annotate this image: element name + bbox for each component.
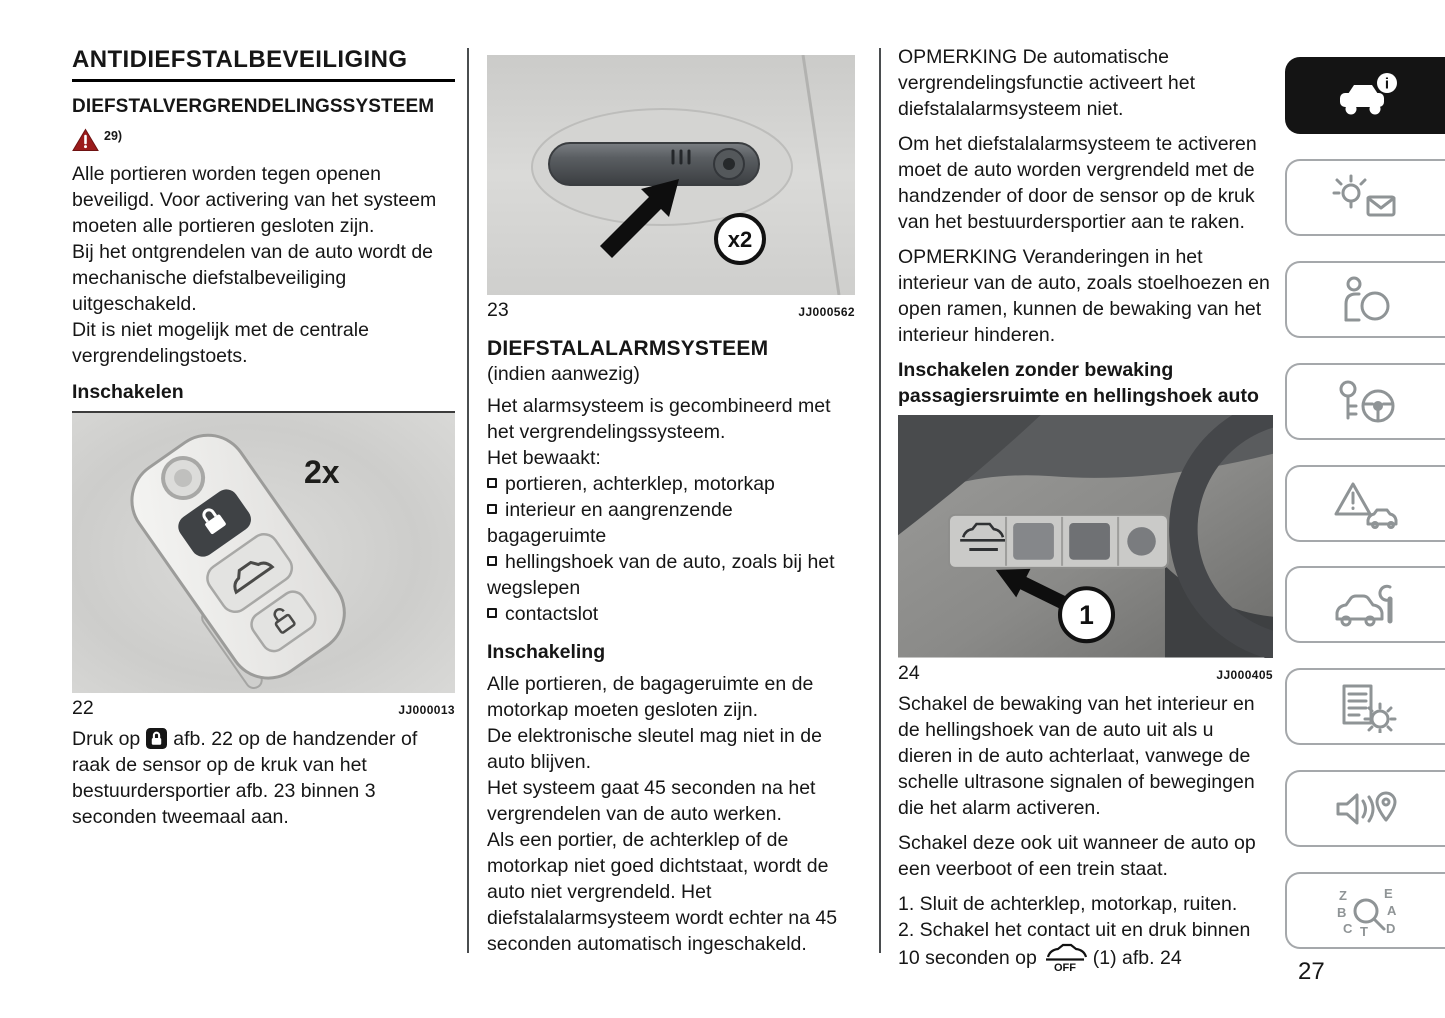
figure-door-handle xyxy=(487,55,855,295)
paragraph: De elektronische sleutel mag niet in de auto blijven. xyxy=(487,725,822,773)
step-2-prefix: 2. Schakel het contact uit en druk binnen 10 seconden op xyxy=(898,918,1251,969)
figure-dashboard-switches xyxy=(898,415,1273,658)
monitored-item xyxy=(487,471,855,497)
paragraph-instruction xyxy=(72,726,455,830)
checkbox-bullet-icon xyxy=(487,504,497,514)
car-info-icon xyxy=(1331,70,1401,122)
index-letter: Z xyxy=(1339,887,1347,903)
instruction-prefix: Druk op xyxy=(72,727,141,750)
sidebar-tab-technical-data[interactable] xyxy=(1285,668,1445,745)
alphabetical-index-icon xyxy=(1331,885,1401,937)
car-wrench-icon xyxy=(1331,579,1401,631)
monitored-item xyxy=(487,497,855,549)
page-title: ANTIDIEFSTALBEVEILIGING xyxy=(72,46,455,82)
index-letter: C xyxy=(1343,920,1353,936)
sidebar-tab-emergency[interactable] xyxy=(1285,465,1445,542)
figure-code: JJ000013 xyxy=(398,702,455,717)
subheading-inschakelen: Inschakelen xyxy=(72,381,184,403)
figure-code: JJ000562 xyxy=(798,305,855,319)
airbag-safety-icon xyxy=(1331,274,1401,326)
figure-key-fob xyxy=(72,413,455,693)
lock-button-icon xyxy=(146,728,167,749)
warning-lights-message-icon xyxy=(1331,172,1401,224)
paragraph: Alle portieren, de bagageruimte en de motorkap moeten gesloten zijn. xyxy=(487,673,814,721)
dashboard-image xyxy=(898,415,1273,658)
paragraph: Dit is niet mogelijk met de centrale vergrendelingstoets. xyxy=(72,319,369,367)
key-fob-image xyxy=(72,413,455,693)
speaker-navigation-icon xyxy=(1331,783,1401,835)
figure-caption xyxy=(898,662,1273,685)
index-letter: B xyxy=(1337,904,1347,920)
instruction-suffix: afb. 22 op de handzender of raak de sensor op de kruk van het bestuurdersportier afb. 23 binnen 3 seconden tweemaal aan. xyxy=(72,727,418,828)
monitored-item xyxy=(487,601,855,627)
section-heading-alarm: DIEFSTALALARMSYSTEEM xyxy=(487,337,769,360)
warning-triangle-car-icon xyxy=(1331,478,1401,530)
figure-caption xyxy=(72,697,455,720)
figure-number: 22 xyxy=(72,696,94,719)
sidebar-tab-warning-lights[interactable] xyxy=(1285,159,1445,236)
door-handle-image xyxy=(487,55,855,295)
monitored-item-text: contactslot xyxy=(505,603,599,625)
callout-number: 1 xyxy=(1079,599,1094,630)
paragraph: Het bewaakt: xyxy=(487,447,601,469)
paragraph: Om het diefstalalarmsysteem te activeren moet de auto worden vergrendeld met de handzender of door de sensor op de kruk van het bestuurdersportier aan te raken. xyxy=(898,133,1257,233)
section-heading-immobilizer: DIEFSTALVERGRENDELINGSSYSTEEM xyxy=(72,96,435,117)
monitored-item xyxy=(487,549,855,601)
figure-badge-x2: x2 xyxy=(727,227,753,252)
warning-triangle-icon xyxy=(72,128,99,152)
sidebar-tab-multimedia[interactable] xyxy=(1285,770,1445,847)
paragraph: Bij het ontgrendelen van de auto wordt de mechanische diefstalbeveiliging uitgeschakeld. xyxy=(72,241,434,315)
sidebar-tab-service-maintenance[interactable] xyxy=(1285,566,1445,643)
sidebar-tab-safety[interactable] xyxy=(1285,261,1445,338)
paragraph: Het alarmsysteem is gecombineerd met het vergrendelingssysteem. xyxy=(487,395,831,443)
section-tab-sidebar xyxy=(1280,0,1445,1018)
page-number: 27 xyxy=(1298,958,1325,985)
paragraph: Het systeem gaat 45 seconden na het vergrendelen van de auto werken. xyxy=(487,777,816,825)
paragraph-opmerking: OPMERKING Veranderingen in het interieur van de auto, zoals stoelhoezen en open ramen, kunnen de bewaking van het interieur hinderen. xyxy=(898,246,1270,346)
middle-column xyxy=(487,55,855,957)
figure-number: 23 xyxy=(487,299,509,321)
key-steering-wheel-icon xyxy=(1331,376,1401,428)
step-2 xyxy=(898,917,1273,973)
monitored-item-text: interieur en aangrenzende bagageruimte xyxy=(487,499,733,547)
subnote: (indien aanwezig) xyxy=(487,363,640,385)
info-glyph: i xyxy=(1384,75,1390,92)
right-column xyxy=(898,44,1273,973)
checkbox-bullet-icon xyxy=(487,556,497,566)
sidebar-tab-index[interactable] xyxy=(1285,872,1445,949)
sidebar-tab-starting-driving[interactable] xyxy=(1285,363,1445,440)
index-letter: E xyxy=(1384,885,1393,901)
subheading-inschakeling: Inschakeling xyxy=(487,641,606,663)
warning-footnote-ref: 29) xyxy=(104,129,123,143)
figure-caption xyxy=(487,299,855,322)
checkbox-bullet-icon xyxy=(487,478,497,488)
index-letter: D xyxy=(1386,920,1396,936)
figure-code: JJ000405 xyxy=(1216,667,1273,682)
interior-protection-off-icon xyxy=(1042,943,1088,973)
document-gear-icon xyxy=(1331,681,1401,733)
warning-note xyxy=(72,128,455,152)
paragraph-opmerking: OPMERKING De automatische vergrendelingsfunctie activeert het diefstalalarmsysteem niet. xyxy=(898,46,1196,120)
sidebar-tab-vehicle-info[interactable] xyxy=(1285,57,1445,134)
index-letter: T xyxy=(1360,923,1368,937)
monitored-item-text: hellingshoek van de auto, zoals bij het wegslepen xyxy=(487,551,835,599)
off-label: OFF xyxy=(1053,961,1076,973)
step-1: 1. Sluit de achterklep, motorkap, ruiten. xyxy=(898,892,1238,915)
column-divider xyxy=(879,48,881,953)
paragraph: Schakel de bewaking van het interieur en de hellingshoek van de auto uit als u dieren in de auto achterlaat, vanwege de schelle ultrasone signalen of bewegingen die het alarm activeren. xyxy=(898,692,1255,819)
left-column xyxy=(72,46,455,830)
monitored-item-text: portieren, achterklep, motorkap xyxy=(505,473,775,495)
paragraph: Alle portieren worden tegen openen beveiligd. Voor activering van het systeem moeten alle portieren gesloten zijn. xyxy=(72,163,437,237)
paragraph: Als een portier, de achterklep of de motorkap niet goed dichtstaat, wordt de auto niet vergrendeld. Het diefstalalarmsysteem wordt echter na 45 seconden automatisch ingeschakeld. xyxy=(487,829,838,955)
figure-number: 24 xyxy=(898,661,920,684)
index-letter: A xyxy=(1387,902,1397,918)
checkbox-bullet-icon xyxy=(487,608,497,618)
step-2-suffix: (1) afb. 24 xyxy=(1092,946,1182,969)
figure-badge-2x: 2x xyxy=(304,453,340,490)
subheading-inschakelen-zonder-bewaking: Inschakelen zonder bewaking passagiersruimte en hellingshoek auto xyxy=(898,359,1259,407)
paragraph: Schakel deze ook uit wanneer de auto op een veerboot of een trein staat. xyxy=(898,831,1256,880)
column-divider xyxy=(467,48,469,953)
